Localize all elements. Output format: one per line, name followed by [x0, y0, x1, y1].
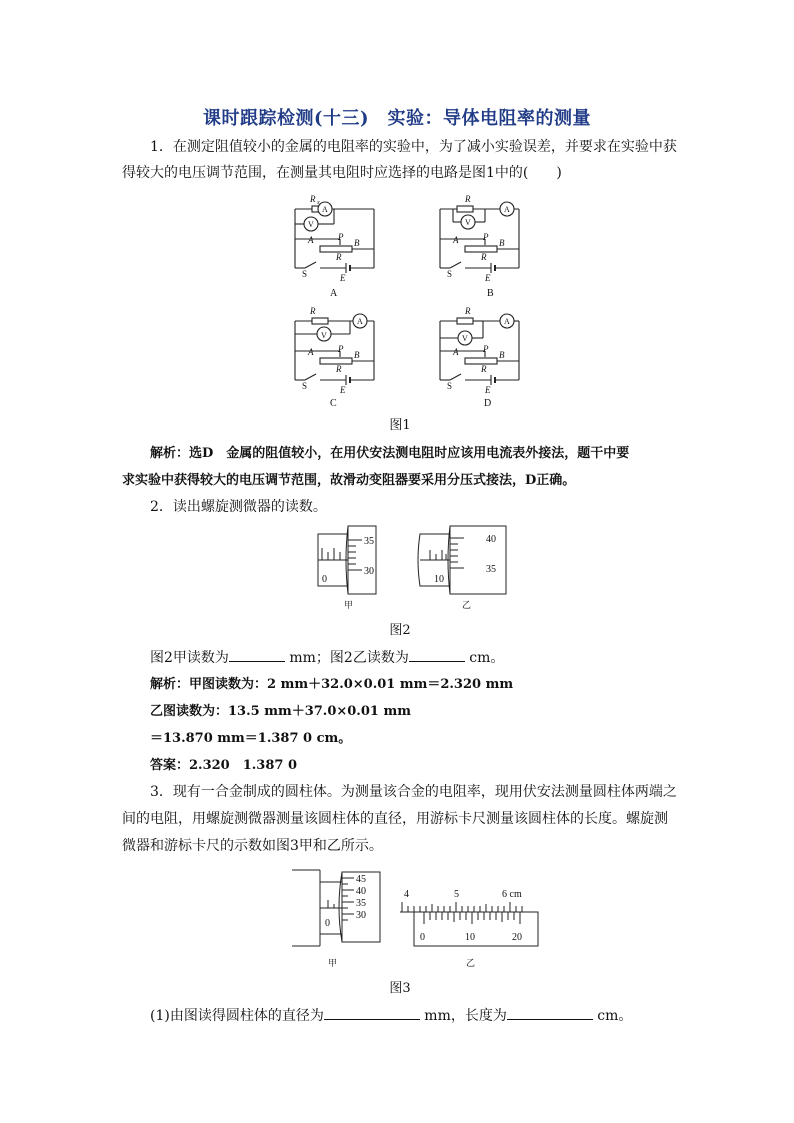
end-a-label: A	[308, 235, 314, 245]
circuit-label-c: C	[330, 398, 337, 409]
ammeter-symbol-b: A	[504, 205, 510, 214]
switch-label-c: S	[302, 381, 308, 391]
analysis-label: 解析：	[150, 446, 190, 461]
circuit-a	[295, 202, 374, 273]
q1-analysis-line1	[150, 440, 629, 467]
answer-blank-3[interactable]	[324, 1005, 420, 1020]
slider-label: P	[338, 232, 344, 242]
voltmeter-symbol-d: V	[462, 334, 468, 343]
circuit-label-a: A	[330, 288, 338, 299]
ammeter-symbol-d: A	[504, 317, 510, 326]
slider-label-c: P	[338, 344, 344, 354]
ammeter-symbol-c: A	[357, 317, 363, 326]
yi-tick-40: 40	[486, 534, 496, 545]
rx-label-d: R	[465, 306, 471, 316]
yi-main-10: 10	[434, 574, 444, 585]
rheostat-label-d: R	[481, 364, 487, 374]
q3-sub1-text-b: mm，长度为	[419, 1008, 507, 1024]
q2-analysis-line2: 乙图读数为：13.5 mm＋37.0×0.01 mm	[150, 704, 411, 719]
micro-label: 甲	[328, 958, 338, 968]
jia-main-0: 0	[322, 574, 327, 585]
caliper-vernier-0: 0	[420, 932, 425, 943]
micro-main-0: 0	[325, 918, 330, 929]
end-a-label-b: A	[453, 235, 459, 245]
q3-sub1-text-c: cm。	[592, 1008, 633, 1024]
voltmeter-symbol-c: V	[321, 331, 327, 340]
end-b-label-d: B	[499, 350, 505, 360]
ammeter-symbol: A	[322, 205, 328, 214]
battery-label-d: E	[485, 385, 491, 395]
q3-line2: 间的电阻，用螺旋测微器测量该圆柱体的直径，用游标卡尺测量该圆柱体的长度。螺旋测	[122, 811, 668, 827]
end-a-label-d: A	[453, 347, 459, 357]
figure-2-micrometers	[310, 520, 510, 612]
end-b-label-c: B	[354, 350, 360, 360]
q2-answer-text-c: cm。	[464, 650, 505, 666]
caliper-vernier-20: 20	[512, 932, 522, 943]
micro-tick-35: 35	[356, 898, 366, 909]
q3-line3: 微器和游标卡尺的示数如图3甲和乙所示。	[122, 838, 383, 854]
rheostat-label-c: R	[336, 364, 342, 374]
q3-line1: 3．现有一合金制成的圆柱体。为测量该合金的电阻率，现用伏安法测量圆柱体两端之	[150, 784, 677, 800]
yi-tick-35: 35	[486, 564, 496, 575]
rheostat-label-b: R	[481, 252, 487, 262]
jia-tick-35: 35	[364, 536, 374, 547]
q2-answer: 答案：2.320 1.387 0	[150, 758, 297, 773]
rx-label: R	[310, 194, 316, 204]
q1-analysis-line2: 求实验中获得较大的电压调节范围，故滑动变阻器要采用分压式接法，D正确。	[122, 473, 576, 488]
figure-2-caption: 图2	[389, 623, 411, 638]
answer-blank-1[interactable]	[229, 647, 285, 662]
q1-line2: 得较大的电压调节范围，在测量其电阻时应选择的电路是图1中的( )	[122, 165, 562, 181]
battery-label-b: E	[485, 273, 491, 283]
q3-sub1-line	[150, 1003, 632, 1030]
figure-3-caption: 图3	[389, 981, 411, 996]
caliper-main-6cm: 6 cm	[502, 889, 522, 900]
rx-label-c: R	[310, 306, 316, 316]
battery-label: E	[340, 273, 346, 283]
q2-answer-text-b: mm；图2乙读数为	[284, 650, 409, 666]
answer-blank-4[interactable]	[507, 1005, 593, 1020]
caliper-label: 乙	[466, 958, 476, 968]
micrometer-fig3	[292, 870, 380, 946]
q2-answer-text-a: 图2甲读数为	[150, 650, 229, 666]
jia-tick-30: 30	[364, 566, 374, 577]
page-title: 课时跟踪检测(十三) 实验：导体电阻率的测量	[202, 108, 592, 129]
micro-tick-45: 45	[356, 874, 366, 885]
rx-sub: x	[317, 200, 320, 206]
slider-label-d: P	[483, 344, 489, 354]
answer-blank-2[interactable]	[409, 647, 465, 662]
switch-label: S	[302, 269, 308, 279]
micro-tick-40: 40	[356, 886, 366, 897]
yi-label: 乙	[462, 600, 472, 610]
circuit-label-d: D	[484, 398, 492, 409]
caliper-main-4: 4	[404, 889, 409, 900]
q2-line: 2．读出螺旋测微器的读数。	[150, 499, 327, 515]
end-b-label: B	[354, 238, 360, 248]
micro-tick-30: 30	[356, 910, 366, 921]
switch-label-d: S	[447, 381, 453, 391]
figure-1-caption: 图1	[389, 418, 411, 433]
rx-label-b: R	[465, 194, 471, 204]
figure-1-circuits	[280, 188, 550, 410]
figure-3-instruments	[290, 862, 540, 974]
q1-line1: 1．在测定阻值较小的金属的电阻率的实验中，为了减小实验误差，并要求在实验中获	[150, 139, 677, 155]
q3-sub1-text-a: (1)由图读得圆柱体的直径为	[150, 1008, 324, 1024]
q2-analysis-line1	[150, 671, 513, 698]
q2-answer-line	[150, 645, 504, 672]
battery-label-c: E	[340, 385, 346, 395]
voltmeter-symbol: V	[308, 220, 314, 229]
switch-label-b: S	[447, 269, 453, 279]
end-b-label-b: B	[499, 238, 505, 248]
q1-analysis-text1: 选D 金属的阻值较小，在用伏安法测电阻时应该用电流表外接法，题干中要	[189, 446, 630, 461]
voltmeter-symbol-b: V	[465, 218, 471, 227]
caliper-vernier-10: 10	[465, 932, 475, 943]
caliper-main-5: 5	[454, 889, 459, 900]
end-a-label-c: A	[308, 347, 314, 357]
jia-label: 甲	[344, 600, 354, 610]
q2-analysis-line3: ＝13.870 mm＝1.387 0 cm。	[150, 731, 352, 746]
q2-analysis-label: 解析：	[150, 677, 190, 692]
circuit-label-b: B	[487, 288, 494, 299]
rheostat-label: R	[336, 252, 342, 262]
q2-analysis-text1: 甲图读数为：2 mm＋32.0×0.01 mm＝2.320 mm	[189, 677, 514, 692]
slider-label-b: P	[483, 232, 489, 242]
